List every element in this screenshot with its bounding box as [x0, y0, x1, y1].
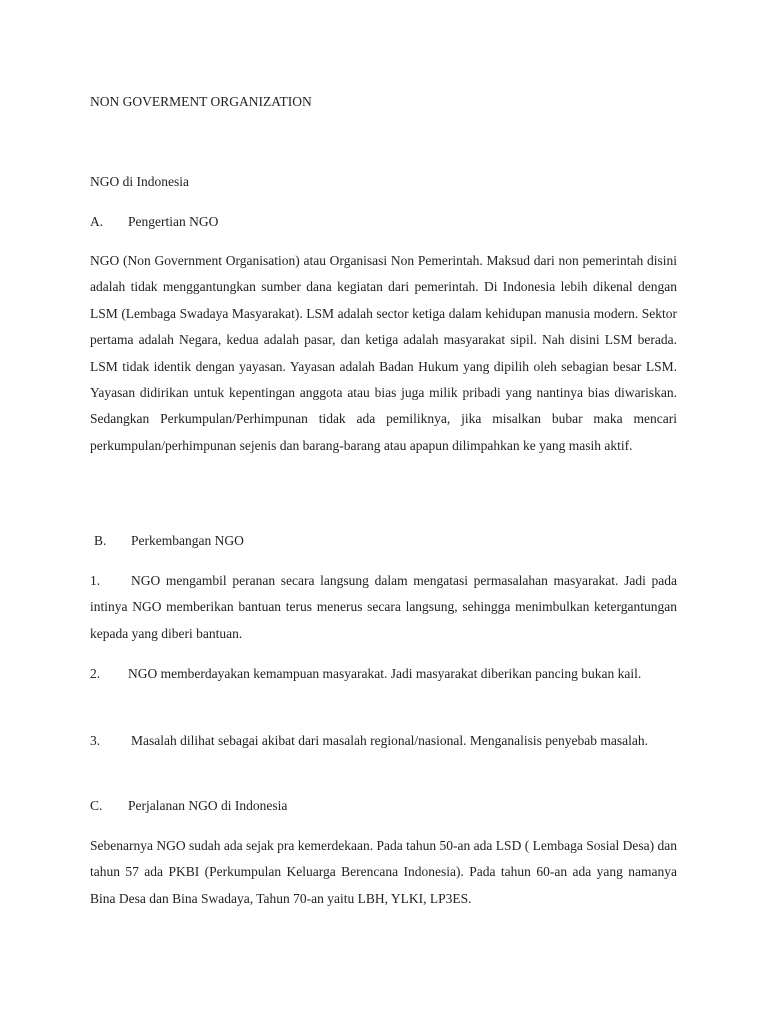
- section-c-letter: C.: [90, 798, 103, 813]
- list-item-number: 2.: [90, 666, 101, 681]
- section-b-heading: [94, 533, 244, 549]
- list-item-text: NGO mengambil peranan secara langsung dalam mengatasi permasalahan masyarakat. Jadi pada intinya NGO memberikan bantuan terus menerus secara langsung, sehingga menimbulkan ketergantungan kepada yang diberi bantuan.: [90, 573, 677, 641]
- section-a-body: NGO (Non Government Organisation) atau Organisasi Non Pemerintah. Maksud dari non pemerintah disini adalah tidak menggantungkan sumber dana kegiatan dari pemerintah. Di Indonesia lebih dikenal dengan LSM (Lembaga Swadaya Masyarakat). LSM adalah sector ketiga dalam kehidupan manusia modern. Sektor pertama adalah Negara, kedua adalah pasar, dan ketiga adalah masyarakat sipil. Nah disini LSM berada. LSM tidak identik dengan yayasan. Yayasan adalah Badan Hukum yang dipilih oleh sebagian besar LSM. Yayasan didirikan untuk kepentingan anggota atau bias juga milik pribadi yang nantinya bias diwariskan. Sedangkan Perkumpulan/Perhimpunan tidak ada pemiliknya, jika misalkan bubar maka mencari perkumpulan/perhimpunan sejenis dan barang-barang atau apapun dilimpahkan ke yang masih aktif.: [90, 253, 677, 453]
- list-item-text: NGO memberdayakan kemampuan masyarakat. Jadi masyarakat diberikan pancing bukan kail.: [128, 666, 642, 681]
- document-subtitle: NGO di Indonesia: [90, 174, 189, 189]
- document-title: NON GOVERMENT ORGANIZATION: [90, 94, 312, 109]
- section-a-heading: [90, 214, 218, 230]
- section-c-heading: [90, 798, 287, 814]
- section-a-letter: A.: [90, 214, 104, 229]
- list-item-number: 3.: [90, 733, 101, 748]
- list-item: [90, 728, 677, 754]
- list-item: [90, 661, 677, 687]
- list-item: [90, 568, 677, 647]
- section-c-body: Sebenarnya NGO sudah ada sejak pra kemerdekaan. Pada tahun 50-an ada LSD ( Lembaga Sosial Desa) dan tahun 57 ada PKBI (Perkumpulan Keluarga Berencana Indonesia). Pada tahun 60-an ada yang namanya Bina Desa dan Bina Swadaya, Tahun 70-an yaitu LBH, YLKI, LP3ES.: [90, 838, 677, 906]
- section-b-title: Perkembangan NGO: [131, 533, 244, 548]
- list-item-text: Masalah dilihat sebagai akibat dari masalah regional/nasional. Menganalisis penyebab masalah.: [131, 733, 648, 748]
- section-a-title: Pengertian NGO: [128, 214, 219, 229]
- list-item-number: 1.: [90, 573, 101, 588]
- section-b-letter: B.: [94, 533, 107, 548]
- section-c-title: Perjalanan NGO di Indonesia: [128, 798, 288, 813]
